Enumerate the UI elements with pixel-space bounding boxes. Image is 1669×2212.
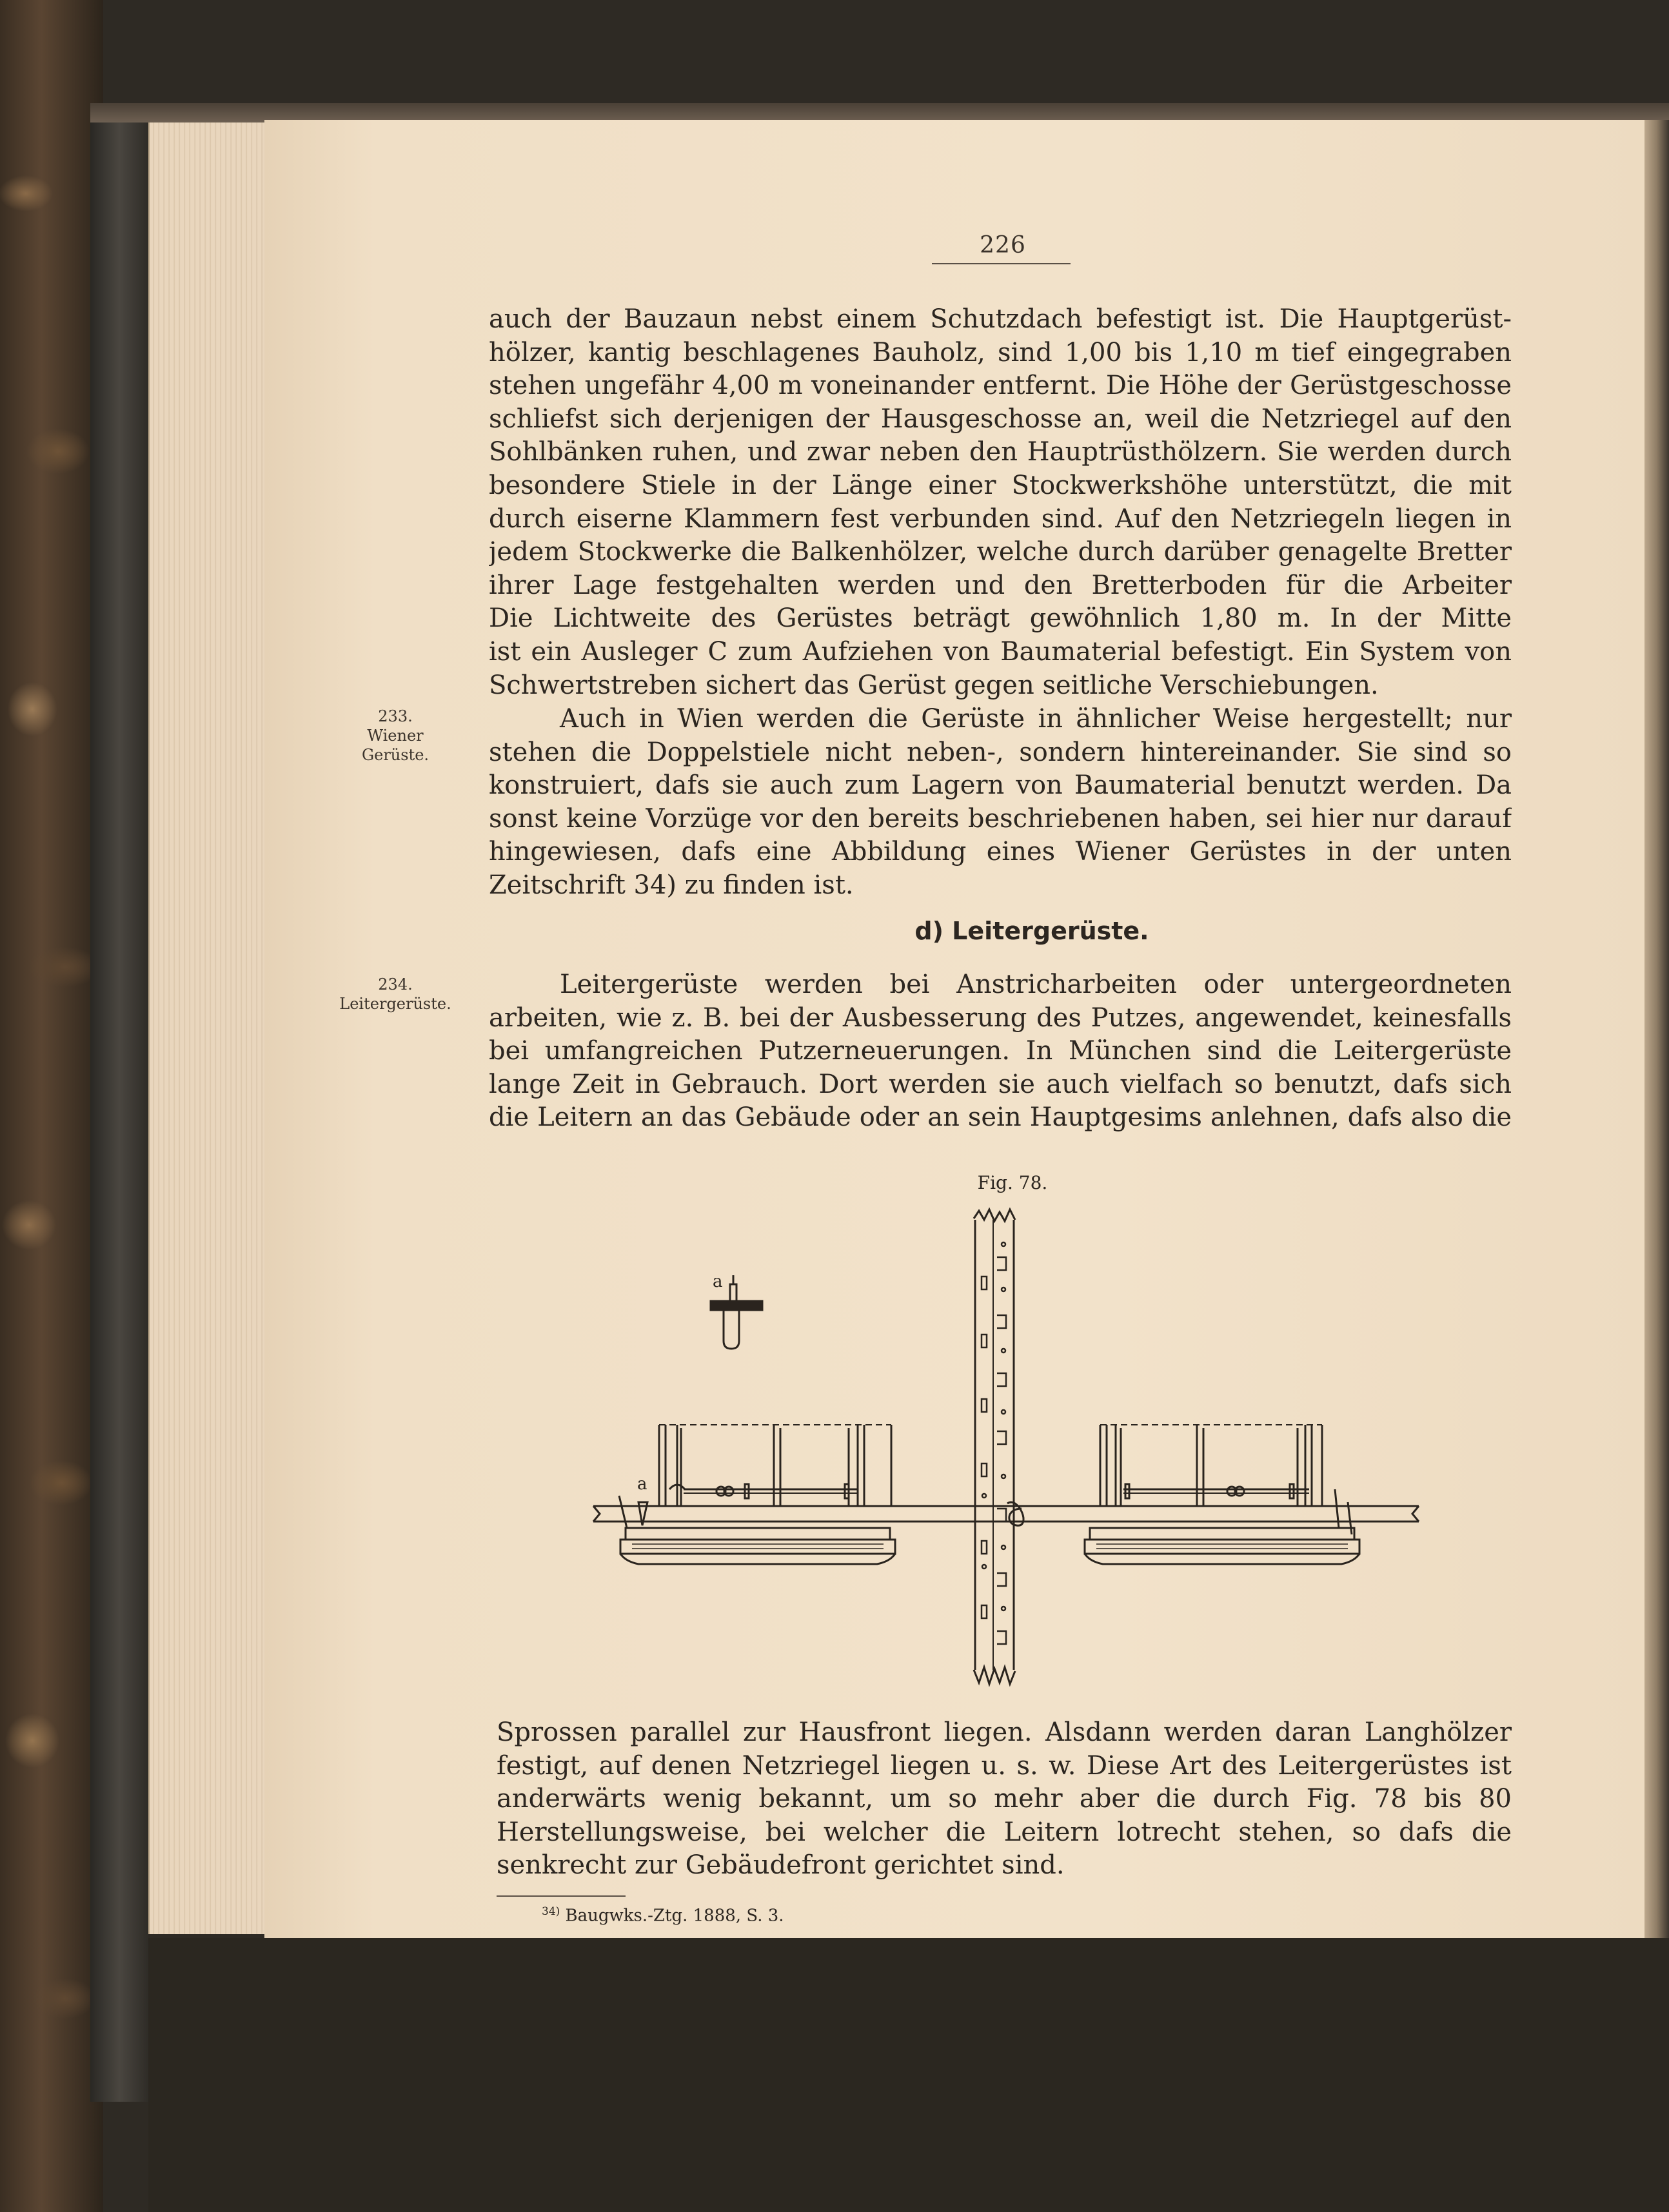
text-line: anderwärts wenig bekannt, um so mehr aber die durch Fig. 78 bis 80	[497, 1784, 1512, 1814]
text-line: bei umfangreichen Putzerneuerungen. In München sind die Leitergerüste	[489, 1036, 1512, 1066]
text-line: Auch in Wien werden die Gerüste in ähnlicher Weise hergestellt; nur	[560, 704, 1512, 734]
paragraph-after-figure	[497, 1716, 1512, 1883]
text-line: hölzer, kantig beschlagenes Bauholz, sind 1,00 bis 1,10 m tief eingegraben	[489, 337, 1512, 367]
text-line: arbeiten, wie z. B. bei der Ausbesserung des Putzes, angewendet, keinesfalls	[489, 1003, 1512, 1033]
text-line: durch eiserne Klammern fest verbunden sind. Auf den Netzriegeln liegen in	[489, 504, 1512, 534]
left-window-drawing	[619, 1425, 895, 1564]
text-line: Sprossen parallel zur Hausfront liegen. Alsdann werden daran Langhölzer	[497, 1718, 1512, 1747]
margin-note-number: 234.	[378, 975, 413, 993]
text-line: konstruiert, dafs sie auch zum Lagern von Baumaterial benutzt werden. Da	[489, 770, 1512, 801]
text-line: Die Lichtweite des Gerüstes beträgt gewöhnlich 1,80 m. In der Mitte	[489, 603, 1512, 634]
text-line: Schwertstreben sichert das Gerüst gegen seitliche Verschiebungen.	[489, 670, 1379, 700]
text-line: Leitergerüste werden bei Anstricharbeiten oder untergeordneten	[560, 970, 1512, 999]
figure-caption: Fig. 78.	[977, 1172, 1048, 1193]
text-line: senkrecht zur Gebäudefront gerichtet sind.	[497, 1850, 1065, 1881]
text-line: hingewiesen, dafs eine Abbildung eines Wiener Gerüstes in der unten	[489, 837, 1512, 867]
text-line: Zeitschrift 34) zu finden ist.	[489, 870, 854, 900]
text-line: schliefst sich derjenigen der Hausgeschosse an, weil die Netzriegel auf den	[489, 404, 1512, 434]
margin-note-233	[331, 707, 460, 765]
footnote	[542, 1905, 784, 1926]
right-window-drawing	[1085, 1425, 1359, 1564]
paragraph-leitergerueste	[489, 968, 1512, 1135]
figure-78-ladder-scaffold	[580, 1206, 1432, 1696]
text-line: Sohlbänken ruhen, und zwar neben den Hauptrüsthölzern. Sie werden durch	[489, 437, 1512, 467]
margin-note-number: 233.	[378, 707, 413, 725]
footnote-text: Baugwks.-Ztg. 1888, S. 3.	[565, 1906, 784, 1926]
text-line: sonst keine Vorzüge vor den bereits beschriebenen haben, sei hier nur darauf	[489, 803, 1512, 834]
text-line: Herstellungsweise, bei welcher die Leitern lotrecht stehen, so dafs die	[497, 1817, 1512, 1847]
section-heading: d) Leitergerüste.	[914, 917, 1149, 945]
text-line: festigt, auf denen Netzriegel liegen u. s. w. Diese Art des Leitergerüstes ist	[497, 1750, 1512, 1781]
text-line: jedem Stockwerke die Balkenhölzer, welche durch darüber genagelte Bretter	[489, 537, 1512, 567]
text-line: ist ein Ausleger C zum Aufziehen von Baumaterial befestigt. Ein System von	[489, 636, 1512, 667]
text-line: stehen ungefähr 4,00 m voneinander entfernt. Die Höhe der Gerüstgeschosse	[489, 371, 1512, 401]
margin-note-title: Wiener	[367, 727, 424, 745]
page-stack-edges	[148, 122, 266, 1934]
figure-label-a-top: a	[713, 1272, 723, 1291]
footnote-rule	[497, 1895, 626, 1897]
book-bottom-shadow	[148, 1938, 1669, 2212]
page-number-rule	[932, 263, 1071, 264]
paragraph-1	[489, 303, 1512, 702]
text-line: auch der Bauzaun nebst einem Schutzdach befestigt ist. Die Hauptgerüst-	[489, 304, 1512, 334]
margin-note-234	[331, 975, 460, 1013]
margin-note-title: Gerüste.	[361, 746, 430, 764]
paragraph-wiener-gerueste	[489, 703, 1512, 903]
book-spine	[90, 110, 148, 2102]
text-line: stehen die Doppelstiele nicht neben-, sondern hintereinander. Sie sind so	[489, 737, 1512, 767]
ladder-drawing	[974, 1209, 1015, 1684]
book-cover-marbled	[0, 0, 103, 2212]
text-line: besondere Stiele in der Länge einer Stockwerkshöhe unterstützt, die mit	[489, 470, 1512, 500]
page-number: 226	[980, 232, 1026, 259]
text-line: die Leitern an das Gebäude oder an sein Hauptgesims anlehnen, dafs also die	[489, 1102, 1512, 1133]
figure-label-a-left: a	[637, 1474, 647, 1494]
footnote-marker: 34)	[542, 1905, 560, 1918]
text-line: lange Zeit in Gebrauch. Dort werden sie auch vielfach so benutzt, dafs sich	[489, 1069, 1512, 1099]
text-line: ihrer Lage festgehalten werden und den Bretterboden für die Arbeiter	[489, 570, 1512, 600]
margin-note-title: Leitergerüste.	[339, 995, 451, 1013]
